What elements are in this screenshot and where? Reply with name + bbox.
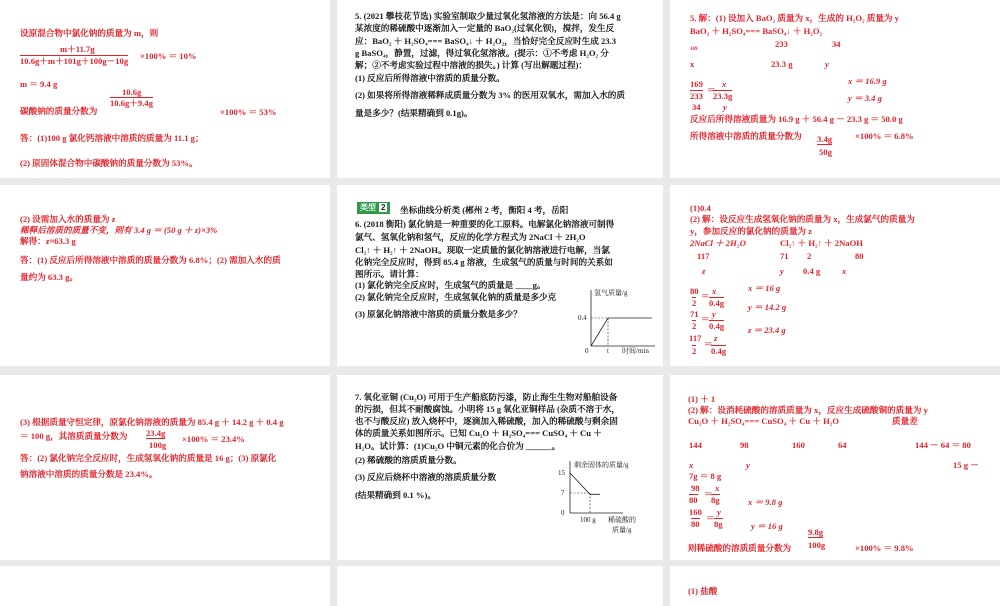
solution-text-line: 7g ＝ 8 g	[689, 471, 722, 481]
question-text-line: (3) 原氯化钠溶液中溶质的质量分数是多少？	[355, 309, 522, 319]
question-text-line: 的污损，但其不耐酸腐蚀。小明将 15 g 氧化亚铜样品 (杂质不溶于水，	[355, 404, 620, 414]
solution-text-line: ×100% ＝ 23.4%	[182, 434, 245, 444]
solution-text-line: 98	[691, 483, 700, 493]
solution-text-line: 碳酸钠的质量分数为	[20, 106, 98, 116]
solution-text-line: 10.6g	[122, 87, 142, 97]
series-line-solid	[570, 473, 600, 494]
solution-text-line: 反应后所得溶液质量为 16.9 g ＋ 56.4 g － 23.3 g ＝ 50.0 g	[690, 114, 903, 124]
y-tick-7: 7	[561, 489, 565, 497]
solution-text-line: 2	[692, 298, 697, 308]
x-tick-t: t	[607, 347, 609, 355]
question-text-line: 也不与酸反应) 放入烧杯中，逐滴加入稀硫酸，加入的稀硫酸与剩余固	[355, 416, 618, 426]
solution-text-line: y	[723, 102, 727, 112]
solution-text-line: y ＝ 16 g	[751, 521, 783, 531]
x-tick-100g: 100 g	[580, 516, 596, 524]
solution-text-line: 2	[807, 251, 812, 261]
solution-text-line: m ＝ 9.4 g	[20, 79, 58, 89]
solution-text-line: (2) 解：设消耗硫酸的溶质质量为 x，反应生成硫酸铜的质量为 y	[688, 405, 928, 415]
question-text-line: 量是多少？(结果精确到 0.1g)。	[355, 108, 473, 118]
solution-text-line: 8g	[714, 519, 723, 529]
y-tick-0.4: 0.4	[578, 314, 587, 322]
question-text-line: 氯气、氢氧化钠和氢气，反应的化学方程式为 2NaCl ＋ 2H₂O	[355, 232, 586, 242]
question-text-line: 坐标曲线分析类 (郴州 2 考，衡阳 4 考，岳阳	[400, 205, 569, 215]
solution-text-line: 所得溶液中溶质的质量分数为	[690, 131, 802, 141]
badge-number: 2	[381, 203, 386, 212]
solution-text-line: 80	[690, 286, 699, 296]
question-text-line: Cl₂↑ ＋ H₂↑ ＋ 2NaOH。现取一定质量的氯化钠溶液进行电解，当氯	[355, 245, 610, 255]
slide-thumbnail-12[interactable]	[670, 566, 1000, 606]
solution-text-line: x	[689, 460, 694, 470]
solution-text-line: (2) 原固体混合物中碳酸钠的质量分数为 53%。	[20, 158, 198, 168]
question-text-line: 解；②不考虑实验过程中溶液的损失。) 计算 (写出解题过程)：	[355, 60, 588, 70]
solution-text-line: 量约为 63.3 g。	[20, 272, 79, 282]
series-line-hydrogen	[591, 318, 652, 346]
solution-text-line: y	[717, 507, 721, 517]
solution-text-line: x ＝ 16 g	[748, 283, 781, 293]
question-text-line: 5. (2021 攀枝花节选) 实验室制取少量过氧化氢溶液的方法是：向 56.4 g	[355, 11, 621, 21]
slide-thumbnail-7[interactable]	[0, 375, 330, 560]
y-axis-label: 氢气质量/g	[594, 289, 628, 297]
solution-text-line: Cu₂O ＋ H₂SO₄=== CuSO₄ ＋ Cu ＋ H₂O	[688, 416, 840, 426]
question-text-line: (结果精确到 0.1 %)。	[355, 490, 436, 500]
solution-text-line: 64	[838, 440, 847, 450]
x-axis-label: 时间/min	[622, 347, 649, 355]
solution-text-line: 23.3g	[713, 91, 733, 101]
solution-text-line: 117	[697, 251, 710, 261]
solution-text-line: 160	[792, 440, 805, 450]
slide-thumbnail-6[interactable]	[670, 185, 1000, 366]
slide-thumbnail-10[interactable]	[0, 566, 330, 606]
solution-text-line: ×100% ＝ 9.8%	[855, 543, 914, 553]
question-text-line: 某浓度的稀硫酸中逐渐加入一定量的 BaO₂(过氧化钡)，搅拌，发生反	[355, 23, 615, 33]
solution-text-line: 144 － 64 ＝ 80	[915, 440, 971, 450]
question-text-line: (3) 反应后烧杯中溶液的溶质质量分数	[355, 472, 497, 482]
solution-text-line: (1) 盐酸	[688, 586, 718, 596]
solution-text-line: 答：(1)100 g 氯化钙溶液中溶质的质量为 11.1 g；	[20, 133, 204, 143]
question-text-line: 体的质量关系如图所示。已知 Cu₂O ＋ H₂SO₄=== CuSO₄ ＋ Cu ＋	[355, 428, 602, 438]
solution-text-line: 80	[689, 495, 698, 505]
solution-text-line: x ＝ 16.9 g	[848, 76, 887, 86]
solution-text-line: 23.3 g	[771, 59, 793, 69]
solution-text-line: 10.6g＋m＋101g＋100g－10g	[20, 56, 129, 66]
solution-text-line: 0.4g	[709, 298, 725, 308]
question-text-line: (1) 氯化钠完全反应时，生成氢气的质量是 ____g。	[355, 280, 546, 290]
solution-text-line: 2	[692, 346, 697, 356]
solution-text-line: ＝	[704, 489, 713, 499]
question-text-line: (2) 如果将所得溶液稀释成质量分数为 3% 的医用双氧水，需加入水的质	[355, 90, 625, 100]
hydrogen-mass-chart	[570, 285, 660, 357]
solution-text-line: (3) 根据质量守恒定律，原氯化钠溶液的质量为 85.4 g ＋ 14.2 g ＋ 0.4 g	[20, 417, 284, 427]
solution-text-line: 98	[740, 440, 749, 450]
solution-text-line: y，参加反应的氯化钠的质量为 z	[690, 226, 812, 236]
solution-text-line: 233	[690, 91, 703, 101]
solution-text-line: x	[690, 59, 695, 69]
solution-text-line: ＝	[704, 339, 713, 349]
question-text-line: 应：BaO₂ ＋ H₂SO₄=== BaSO₄↓ ＋ H₂O₂，当恰好完全反应时生成 23.3	[355, 36, 617, 46]
solution-text-line: m＋11.7g	[60, 44, 95, 54]
question-text-line: (2) 氯化钠完全反应时，生成氢氧化钠的质量是多少克	[355, 292, 557, 302]
solution-text-line: y	[825, 59, 829, 69]
question-text-line: (1) 反应后所得溶液中溶质的质量分数。	[355, 73, 505, 83]
question-text-line: 图所示。请计算：	[355, 269, 424, 279]
solution-text-line: ×100% ＝ 53%	[220, 107, 277, 117]
question-text-line: (2) 稀硫酸的溶质质量分数。	[355, 455, 462, 465]
solution-text-line: ＝ 100 g，其溶质质量分数为	[20, 431, 128, 441]
question-text-line: H₂O。试计算：(1)Cu₂O 中铜元素的化合价为 ______。	[355, 441, 561, 451]
solution-text-line: x	[712, 286, 717, 296]
solution-text-line: 50g	[819, 147, 832, 157]
solution-text-line: 10.6g＋9.4g	[110, 98, 153, 108]
solution-text-line: 质量差	[892, 416, 918, 426]
question-type-badge	[357, 202, 390, 214]
solution-text-line: ＝	[707, 85, 716, 95]
solution-text-line: 则稀硫酸的溶质质量分数为	[688, 543, 792, 553]
badge-label: 类型	[360, 203, 376, 212]
y-tick-0: 0	[561, 509, 565, 517]
solution-text-line: 100g	[149, 440, 167, 450]
x-tick-0: 0	[585, 347, 589, 355]
solution-text-line: ＝	[706, 513, 715, 523]
solution-text-line: 9.8g	[808, 527, 824, 537]
solution-text-line: 设原混合物中氯化钠的质量为 m，则	[20, 28, 159, 38]
solution-text-line: BaO₂ ＋ H₂SO₄=== BaSO₄↓ ＋ H₂O₂	[690, 26, 823, 36]
x-axis-label-1: 稀硫酸的	[608, 516, 636, 524]
solution-text-line: 71	[780, 251, 789, 261]
solution-text-line: 2	[692, 321, 697, 331]
solution-text-line: 0.4g	[709, 321, 725, 331]
solution-text-line: ＝	[701, 291, 710, 301]
solution-text-line: 80	[691, 519, 700, 529]
question-text-line: 6. (2018 衡阳) 氯化钠是一种重要的化工原料。电解氯化钠溶液可制得	[355, 219, 615, 229]
solution-text-line: ×100% ＝ 10%	[140, 51, 197, 61]
question-text-line: 化钠完全反应时，得到 85.4 g 溶液，生成氢气的质量与时间的关系如	[355, 257, 613, 267]
solution-text-line: 答：(2) 氯化钠完全反应时，生成氢氧化钠的质量是 16 g；(3) 原氯化	[20, 453, 277, 463]
slide-thumbnail-11[interactable]	[337, 566, 663, 606]
y-axis-label: 剩余固体的质量/g	[574, 461, 629, 469]
solution-text-line: Cl₂↑ ＋ H₂↑ ＋ 2NaOH	[780, 238, 863, 248]
solution-text-line: 23.4g	[146, 428, 166, 438]
solution-text-line: 117	[689, 333, 702, 343]
solution-text-line: 0.4g	[711, 346, 727, 356]
question-text-line: 7. 氧化亚铜 (Cu₂O) 可用于生产船底防污漆，防止海生生物对船舶设备	[355, 392, 618, 402]
solution-text-line: z ＝ 23.4 g	[748, 325, 786, 335]
solution-text-line: (1) ＋ 1	[688, 394, 716, 404]
solution-text-line: z	[714, 333, 718, 343]
slide-thumbnail-1[interactable]	[0, 0, 330, 178]
solution-text-line: 稀释后溶质的质量不变，则有 3.4 g ＝ (50 g ＋ z)×3%	[20, 225, 218, 235]
solution-text-line: 160	[689, 507, 702, 517]
solution-text-line: 0.4 g	[803, 266, 821, 276]
solution-text-line: 8g	[711, 495, 720, 505]
question-text-line: g BaSO₄，静置，过滤，得过氧化氢溶液。(提示：①不考虑 H₂O₂ 分	[355, 48, 609, 58]
solution-text-line: 答：(1) 反应后所得溶液中溶质的质量分数为 6.8%；(2) 需加入水的质	[20, 255, 281, 265]
solution-text-line: x	[715, 483, 720, 493]
y-tick-15: 15	[558, 469, 565, 477]
x-axis-label-2: 质量/g	[612, 526, 632, 534]
solution-text-line: y	[780, 266, 784, 276]
solution-text-line: 169	[690, 47, 698, 52]
solution-text-line: 144	[689, 440, 702, 450]
solution-text-line: 5. 解：(1) 设加入 BaO₂ 质量为 x，生成的 H₂O₂ 质量为 y	[690, 13, 899, 23]
solution-text-line: 解得：z≈63.3 g	[20, 236, 76, 246]
solution-text-line: 3.4g	[817, 134, 833, 144]
solution-text-line: 71	[690, 309, 699, 319]
solution-text-line: x	[842, 266, 847, 276]
solution-text-line: 80	[855, 251, 864, 261]
solution-text-line: y ＝ 3.4 g	[848, 93, 882, 103]
solution-text-line: 2NaCl ＋ 2H₂O	[690, 238, 746, 248]
solution-text-line: 100g	[808, 540, 826, 550]
solution-text-line: 34	[832, 39, 841, 49]
slide-thumbnail-9[interactable]	[670, 375, 1000, 560]
solution-text-line: (2) 设需加入水的质量为 z	[20, 214, 116, 224]
solution-text-line: 15 g －	[953, 460, 979, 470]
solution-text-line: 34	[692, 102, 701, 112]
solution-text-line: y	[746, 460, 750, 470]
solution-text-line: 钠溶液中溶质的质量分数是 23.4%。	[20, 469, 158, 479]
solution-text-line: 169	[690, 79, 703, 89]
solution-text-line: ＝	[701, 314, 710, 324]
solution-text-line: x	[722, 79, 727, 89]
solution-text-line: x ＝ 9.8 g	[748, 497, 783, 507]
solution-text-line: (1)0.4	[690, 203, 711, 213]
solution-text-line: ×100% ＝ 6.8%	[855, 131, 914, 141]
solution-text-line: y	[712, 309, 716, 319]
remaining-solid-chart	[550, 458, 660, 536]
solution-text-line: 233	[775, 39, 788, 49]
solution-text-line: z	[702, 266, 706, 276]
solution-text-line: y ＝ 14.2 g	[748, 302, 787, 312]
solution-text-line: (2) 解：设反应生成氢氧化钠的质量为 x，生成氯气的质量为	[690, 214, 915, 224]
